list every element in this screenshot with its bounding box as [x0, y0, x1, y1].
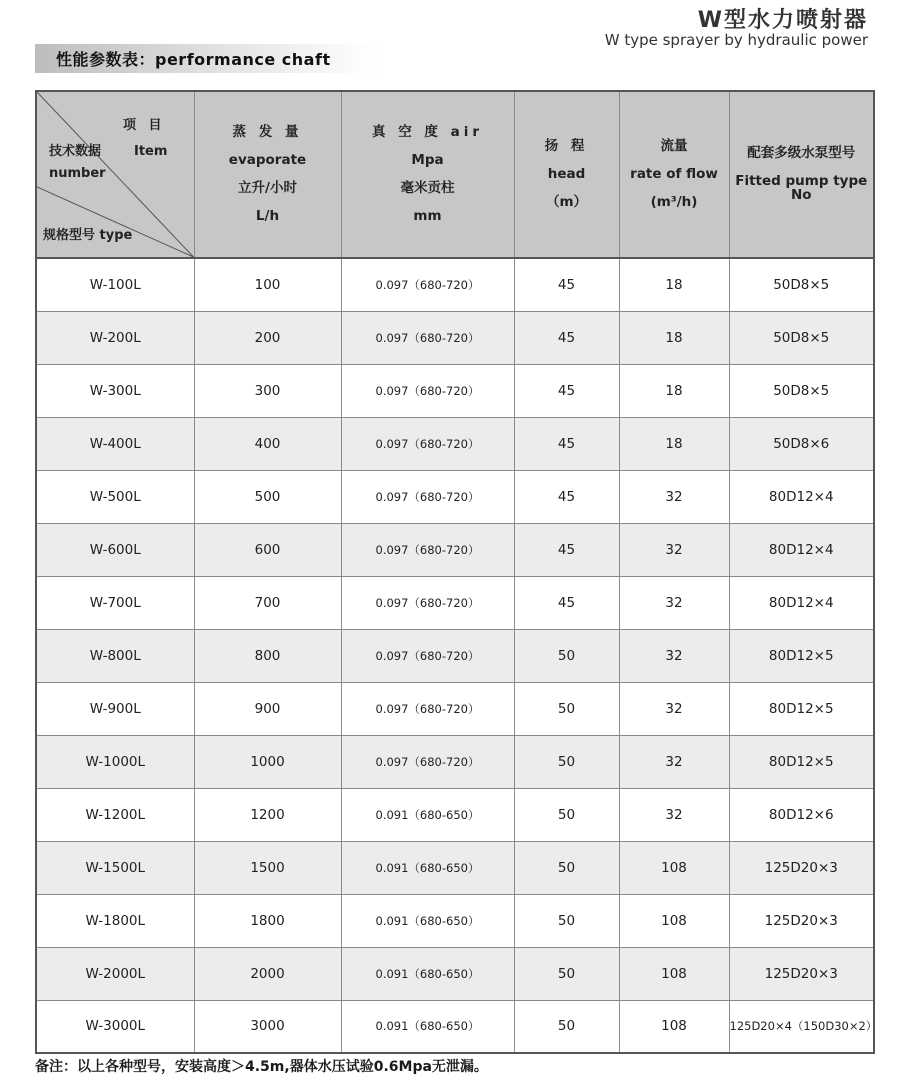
header-head-en: head: [547, 166, 586, 183]
evaporate-cell: 900: [194, 682, 341, 735]
flow-cell: 18: [619, 364, 729, 417]
head-cell: 50: [514, 947, 619, 1000]
header-pump-en: Fitted pump type No: [735, 172, 868, 204]
head-cell: 50: [514, 1000, 619, 1053]
header-pump: [729, 91, 874, 258]
evaporate-cell: 700: [194, 576, 341, 629]
corner-type: 规格型号 type: [43, 228, 133, 243]
pump-cell: 80D12×5: [729, 735, 874, 788]
evaporate-cell: 1500: [194, 841, 341, 894]
pump-cell: 80D12×4: [729, 470, 874, 523]
evaporate-cell: 200: [194, 311, 341, 364]
vacuum-cell: 0.097（680-720）: [341, 682, 514, 735]
flow-cell: 18: [619, 258, 729, 311]
pump-cell: 125D20×4（150D30×2）: [729, 1000, 874, 1053]
head-cell: 50: [514, 735, 619, 788]
pump-cell: 50D8×5: [729, 311, 874, 364]
table-row: [36, 523, 874, 576]
pump-cell: 50D8×5: [729, 258, 874, 311]
evaporate-cell: 1800: [194, 894, 341, 947]
vacuum-cell: 0.091（680-650）: [341, 1000, 514, 1053]
header-flow: [619, 91, 729, 258]
section-header-label: 性能参数表：performance chaft: [56, 50, 331, 69]
vacuum-cell: 0.097（680-720）: [341, 311, 514, 364]
head-cell: 45: [514, 576, 619, 629]
vacuum-cell: 0.091（680-650）: [341, 894, 514, 947]
header-head: [514, 91, 619, 258]
table-row: [36, 1000, 874, 1053]
pump-cell: 80D12×5: [729, 682, 874, 735]
page-title-en: W type sprayer by hydraulic power: [604, 31, 868, 49]
header-evaporate-en: evaporate: [228, 152, 307, 169]
performance-table: [35, 90, 878, 1054]
flow-cell: 32: [619, 576, 729, 629]
evaporate-cell: 3000: [194, 1000, 341, 1053]
flow-cell: 32: [619, 523, 729, 576]
table-row: [36, 258, 874, 311]
model-cell: W-1200L: [36, 788, 194, 841]
table-header: [36, 91, 874, 258]
evaporate-cell: 800: [194, 629, 341, 682]
header-evaporate-unit: L/h: [255, 207, 280, 224]
vacuum-cell: 0.097（680-720）: [341, 470, 514, 523]
pump-cell: 125D20×3: [729, 841, 874, 894]
table-row: [36, 788, 874, 841]
model-cell: W-1800L: [36, 894, 194, 947]
model-cell: W-900L: [36, 682, 194, 735]
footnote: 备注：以上各种型号，安装高度＞4.5m,器体水压试验0.6Mpa无泄漏。: [35, 1059, 488, 1075]
pump-cell: 50D8×5: [729, 364, 874, 417]
header-pump-zh: 配套多级水泵型号: [747, 144, 856, 161]
pump-cell: 80D12×4: [729, 576, 874, 629]
flow-cell: 32: [619, 735, 729, 788]
evaporate-cell: 300: [194, 364, 341, 417]
model-cell: W-2000L: [36, 947, 194, 1000]
evaporate-cell: 1000: [194, 735, 341, 788]
table-row: [36, 682, 874, 735]
evaporate-cell: 1200: [194, 788, 341, 841]
vacuum-cell: 0.097（680-720）: [341, 629, 514, 682]
head-cell: 50: [514, 682, 619, 735]
corner-item-en: Item: [134, 144, 168, 159]
model-cell: W-300L: [36, 364, 194, 417]
model-cell: W-500L: [36, 470, 194, 523]
header-flow-zh: 流量: [660, 138, 688, 155]
header-vacuum-unit-zh: 毫米贡柱: [400, 180, 455, 196]
corner-number-en: number: [49, 166, 106, 181]
table-row: [36, 311, 874, 364]
vacuum-cell: 0.097（680-720）: [341, 523, 514, 576]
header-head-zh: 扬 程: [544, 138, 589, 155]
vacuum-cell: 0.091（680-650）: [341, 947, 514, 1000]
flow-cell: 32: [619, 788, 729, 841]
head-cell: 45: [514, 523, 619, 576]
table-row: [36, 894, 874, 947]
pump-cell: 80D12×6: [729, 788, 874, 841]
header-vacuum-unit1: Mpa: [411, 152, 444, 169]
header-flow-en: rate of flow: [630, 166, 718, 183]
pump-cell: 125D20×3: [729, 894, 874, 947]
vacuum-cell: 0.097（680-720）: [341, 364, 514, 417]
model-cell: W-3000L: [36, 1000, 194, 1053]
corner-item-zh: 项 目: [123, 118, 166, 133]
table-row: [36, 417, 874, 470]
flow-cell: 108: [619, 947, 729, 1000]
corner-number-zh: 技术数据: [49, 144, 102, 159]
vacuum-cell: 0.091（680-650）: [341, 841, 514, 894]
pump-cell: 125D20×3: [729, 947, 874, 1000]
table-row: [36, 947, 874, 1000]
evaporate-cell: 500: [194, 470, 341, 523]
flow-cell: 108: [619, 894, 729, 947]
flow-cell: 18: [619, 311, 729, 364]
vacuum-cell: 0.091（680-650）: [341, 788, 514, 841]
flow-cell: 32: [619, 470, 729, 523]
head-cell: 45: [514, 364, 619, 417]
section-header-bar: [35, 44, 380, 73]
model-cell: W-200L: [36, 311, 194, 364]
vacuum-cell: 0.097（680-720）: [341, 258, 514, 311]
model-cell: W-100L: [36, 258, 194, 311]
vacuum-cell: 0.097（680-720）: [341, 417, 514, 470]
model-cell: W-1500L: [36, 841, 194, 894]
evaporate-cell: 400: [194, 417, 341, 470]
evaporate-cell: 600: [194, 523, 341, 576]
header-flow-unit: (m³/h): [650, 193, 698, 210]
pump-cell: 50D8×6: [729, 417, 874, 470]
table-row: [36, 629, 874, 682]
flow-cell: 18: [619, 417, 729, 470]
vacuum-cell: 0.097（680-720）: [341, 576, 514, 629]
corner-header-cell: [36, 91, 194, 258]
head-cell: 45: [514, 258, 619, 311]
head-cell: 45: [514, 311, 619, 364]
head-cell: 50: [514, 894, 619, 947]
table-body: [36, 258, 878, 1053]
model-cell: W-800L: [36, 629, 194, 682]
flow-cell: 32: [619, 682, 729, 735]
model-cell: W-1000L: [36, 735, 194, 788]
header-vacuum-unit2: mm: [413, 207, 442, 224]
table-row: [36, 735, 874, 788]
pump-cell: 80D12×5: [729, 629, 874, 682]
head-cell: 50: [514, 629, 619, 682]
vacuum-cell: 0.097（680-720）: [341, 735, 514, 788]
table-row: [36, 470, 874, 523]
table-row: [36, 364, 874, 417]
flow-cell: 108: [619, 841, 729, 894]
header-evaporate: [194, 91, 341, 258]
model-cell: W-400L: [36, 417, 194, 470]
header-evaporate-zh: 蒸 发 量: [232, 124, 303, 141]
page-title-zh: W型水力喷射器: [697, 8, 868, 33]
pump-cell: 80D12×4: [729, 523, 874, 576]
evaporate-cell: 100: [194, 258, 341, 311]
head-cell: 50: [514, 788, 619, 841]
header-vacuum: [341, 91, 514, 258]
flow-cell: 32: [619, 629, 729, 682]
head-cell: 45: [514, 417, 619, 470]
header-vacuum-zh: 真 空 度 air: [372, 124, 483, 141]
head-cell: 50: [514, 841, 619, 894]
header-evaporate-unit-zh: 立升/小时: [238, 180, 297, 196]
table-row: [36, 576, 874, 629]
head-cell: 45: [514, 470, 619, 523]
table-row: [36, 841, 874, 894]
header-head-unit: （m）: [545, 193, 588, 210]
evaporate-cell: 2000: [194, 947, 341, 1000]
flow-cell: 108: [619, 1000, 729, 1053]
model-cell: W-700L: [36, 576, 194, 629]
model-cell: W-600L: [36, 523, 194, 576]
